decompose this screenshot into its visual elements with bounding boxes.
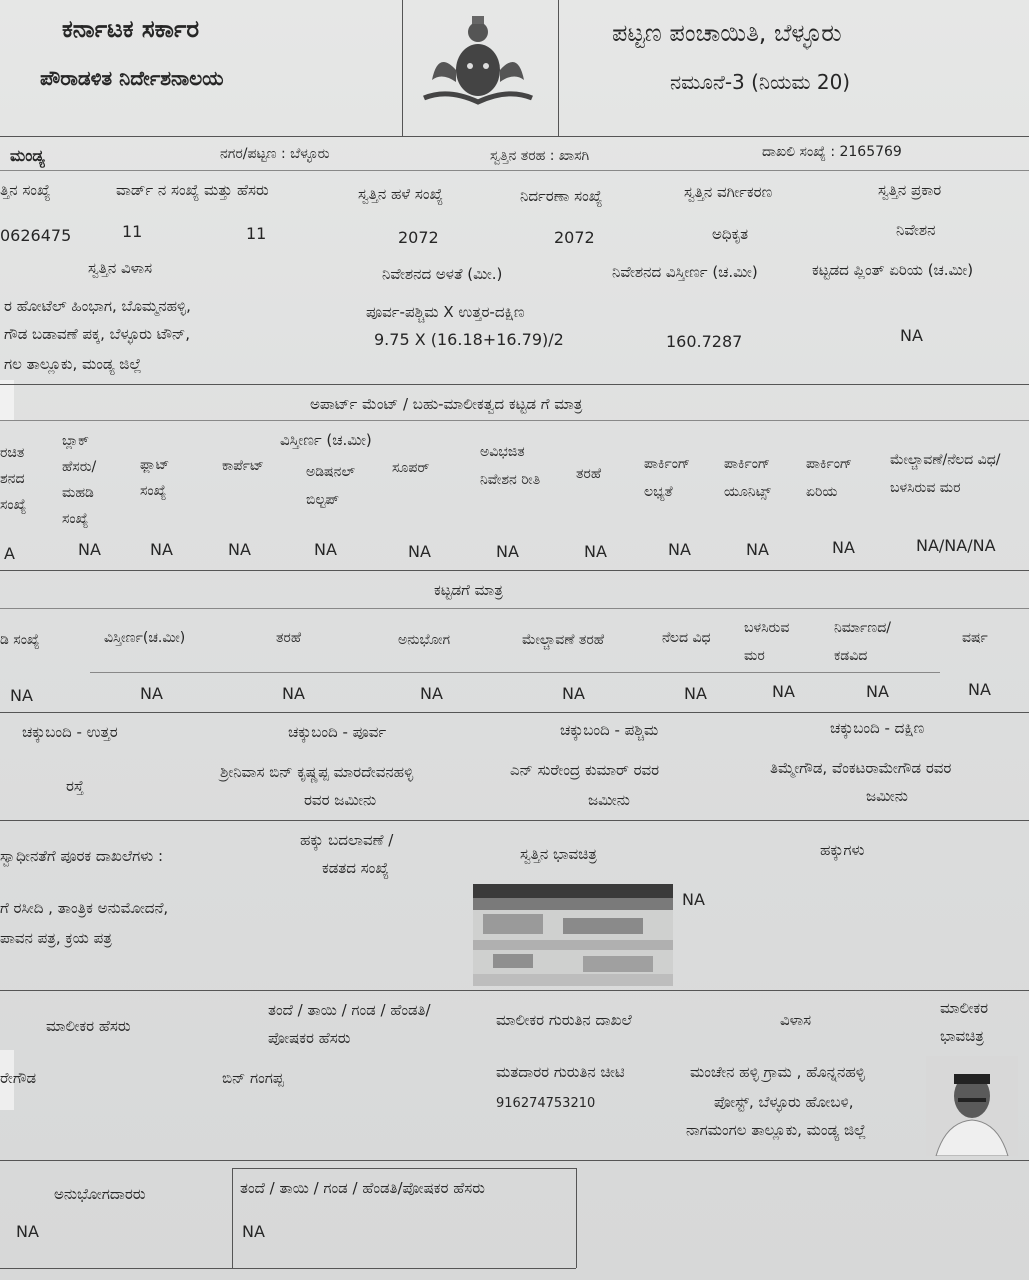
property-photo xyxy=(473,884,673,986)
apt-value: NA xyxy=(314,540,337,559)
property-no-value: 0626475 xyxy=(0,226,72,245)
transfer-label: ಹಕ್ಕು ಬದಲಾವಣೆ / xyxy=(300,831,394,849)
assessment-no-value: 2072 xyxy=(554,228,595,247)
bld-col-header: ಅನುಭೋಗ xyxy=(398,632,451,648)
divider xyxy=(0,570,1029,571)
address-line: ಗಲ ತಾಲ್ಲೂಕು, ಮಂಡ್ಯ ಜಿಲ್ಲೆ xyxy=(4,355,142,373)
old-property-no-value: 2072 xyxy=(398,228,439,247)
apt-value: NA xyxy=(584,542,607,561)
directorate-title: ಪೌರಾಡಳಿತ ನಿರ್ದೇಶನಾಲಯ xyxy=(40,66,224,90)
property-photo-label: ಸ್ವತ್ತಿನ ಭಾವಚಿತ್ರ xyxy=(520,845,597,863)
address-line: ರ ಹೋಟೆಲ್ ಹಿಂಭಾಗ, ಬೊಮ್ಮನಹಳ್ಳಿ, xyxy=(4,297,191,315)
boundary-south-value: ತಿಮ್ಮೇಗೌಡ, ವೆಂಕಟರಾಮೇಗೌಡ ರವರ xyxy=(770,759,952,777)
bld-col-header: ನೆಲದ ವಿಧ xyxy=(662,630,711,646)
apt-col-header: ಕಾರ್ಪೆಟ್ xyxy=(222,458,264,474)
divider xyxy=(576,1168,577,1268)
record-number: ದಾಖಲಿ ಸಂಖ್ಯೆ : 2165769 xyxy=(762,144,902,160)
bld-value: NA xyxy=(968,680,991,699)
apt-col-header: ರಚಿತ ಶನದ ಸಂಖ್ಯೆ xyxy=(0,445,27,513)
bld-col-header: ನಿರ್ಮಾಣದ/ ಕಡವಿದ xyxy=(834,620,891,664)
apt-col-header: ಪಾರ್ಕಿಂಗ್ ಏರಿಯ xyxy=(806,456,853,500)
bld-value: NA xyxy=(420,684,443,703)
site-dimension-label: ನಿವೇಶನದ ಅಳತೆ (ಮೀ.) xyxy=(382,265,503,283)
divider xyxy=(232,1168,576,1169)
boundary-north-label: ಚಕ್ಕುಬಂದಿ - ಉತ್ತರ xyxy=(22,723,118,741)
divider xyxy=(0,136,1029,137)
transfer-label: ಕಡತದ ಸಂಖ್ಯೆ xyxy=(322,859,389,877)
bld-col-header: ವರ್ಷ xyxy=(962,630,988,646)
document-item: ಪಾವನ ಪತ್ರ, ಕ್ರಯ ಪತ್ರ xyxy=(0,929,112,947)
apt-value: A xyxy=(4,544,15,563)
ward-label: ವಾರ್ಡ್ ನ ಸಂಖ್ಯೆ ಮತ್ತು ಹೆಸರು xyxy=(116,181,269,199)
site-area-label: ನಿವೇಶನದ ವಿಸ್ತೀರ್ಣ (ಚ.ಮೀ) xyxy=(612,263,758,281)
divider xyxy=(0,420,1029,421)
assessment-no-label: ನಿರ್ದರಣಾ ಸಂಖ್ಯೆ xyxy=(520,187,603,205)
bld-col-header: ತರಹೆ xyxy=(276,630,302,646)
divider xyxy=(0,712,1029,713)
apt-col-header: ಬ್ಲಾಕ್ ಹೆಸರು/ ಮಹಡಿ ಸಂಖ್ಯೆ xyxy=(62,433,97,527)
bld-value: NA xyxy=(282,684,305,703)
address-line: ಗೌಡ ಬಡಾವಣೆ ಪಕ್ಕ, ಬೆಳ್ಳೂರು ಟೌನ್, xyxy=(4,325,191,343)
apt-value: NA xyxy=(78,540,101,559)
divider xyxy=(0,608,1029,609)
plinth-area-label: ಕಟ್ಟಡದ ಪ್ಲಿಂತ್ ಏರಿಯ (ಚ.ಮೀ) xyxy=(812,261,974,279)
bld-col-header: ಡಿ ಸಂಖ್ಯೆ xyxy=(0,632,40,648)
owner-address-line: ಪೋಸ್ಟ್, ಬೆಳ್ಳೂರು ಹೋಬಳಿ, xyxy=(714,1093,854,1111)
apt-value: NA xyxy=(408,542,431,561)
apartment-section-title: ಅಪಾರ್ಟ್ ಮೆಂಟ್ / ಬಹು-ಮಾಲೀಕತ್ವದ ಕಟ್ಟಡ ಗೆ ಮಾತ್ರ xyxy=(310,395,583,413)
plinth-area-value: NA xyxy=(900,326,923,345)
bld-value: NA xyxy=(684,684,707,703)
apt-value: NA xyxy=(746,540,769,559)
divider xyxy=(90,672,940,673)
boundary-east-value: ಶ್ರೀನಿವಾಸ ಬಿನ್ ಕೃಷ್ಣಪ್ಪ ಮಾರದೇವನಹಳ್ಳಿ xyxy=(220,763,414,781)
divider xyxy=(0,170,1029,171)
boundary-south-label: ಚಕ್ಕುಬಂದಿ - ದಕ್ಷಿಣ xyxy=(830,719,925,737)
classification-value: ಅಧಿಕೃತ xyxy=(712,225,749,243)
header-divider xyxy=(558,0,559,136)
govt-title: ಕರ್ನಾಟಕ ಸರ್ಕಾರ xyxy=(62,15,200,43)
occupant-label: ಅನುಭೋಗದಾರರು xyxy=(54,1185,146,1203)
rights-label: ಹಕ್ಕುಗಳು xyxy=(820,841,865,859)
owner-id-number: 916274753210 xyxy=(496,1096,596,1111)
apt-value: NA xyxy=(150,540,173,559)
owner-photo xyxy=(926,1056,1018,1156)
property-kind-value: ನಿವೇಶನ xyxy=(896,221,936,239)
occupant-parent-label: ತಂದೆ / ತಾಯಿ / ಗಂಡ / ಹೆಂಡತಿ/ಪೋಷಕರ ಹೆಸರು xyxy=(240,1179,485,1197)
apt-value: NA xyxy=(228,540,251,559)
owner-name-label: ಮಾಲೀಕರ ಹೆಸರು xyxy=(46,1017,131,1035)
owner-parent-label: ತಂದೆ / ತಾಯಿ / ಗಂಡ / ಹೆಂಡತಿ/ಪೋಷಕರ ಹೆಸರು xyxy=(268,1001,431,1047)
panchayat-title: ಪಟ್ಟಣ ಪಂಚಾಯಿತಿ, ಬೆಳ್ಳೂರು xyxy=(612,19,842,47)
documents-title: ಸ್ವಾಧೀನತೆಗೆ ಪೂರಕ ದಾಖಲೆಗಳು : xyxy=(0,847,164,865)
apt-value: NA xyxy=(832,538,855,557)
bld-col-header: ಮೇಲ್ಚಾವಣೆ ತರಹೆ xyxy=(522,632,605,648)
apt-col-header: ಪಾರ್ಕಿಂಗ್ ಯೂನಿಟ್ಸ್ xyxy=(724,456,771,500)
bld-value: NA xyxy=(772,682,795,701)
karnataka-emblem-icon xyxy=(418,10,538,110)
apt-col-header: ಮೇಲ್ಚಾವಣೆ/ನೆಲದ ವಿಧ/ಬಳಸಿರುವ ಮರ xyxy=(890,452,1001,496)
classification-label: ಸ್ವತ್ತಿನ ವರ್ಗೀಕರಣ xyxy=(684,183,773,201)
area-group-label: ವಿಸ್ತೀರ್ಣ (ಚ.ಮೀ) xyxy=(280,431,372,449)
bld-value: NA xyxy=(140,684,163,703)
dimension-direction: ಪೂರ್ವ-ಪಶ್ಚಿಮ X ಉತ್ತರ-ದಕ್ಷಿಣ xyxy=(366,303,525,321)
apt-col-header: ಅವಿಭಜಿತ ನಿವೇಶನ ರೀತಿ xyxy=(480,444,541,488)
form-number: ನಮೂನೆ-3 (ನಿಯಮ 20) xyxy=(670,70,851,94)
owner-address-line: ಮಂಚೇನ ಹಳ್ಳಿ ಗ್ರಾಮ , ಹೊನ್ನನಹಳ್ಳಿ xyxy=(690,1063,865,1081)
property-kind-label: ಸ್ವತ್ತಿನ ಪ್ರಕಾರ xyxy=(878,181,942,199)
bld-value: NA xyxy=(562,684,585,703)
divider xyxy=(232,1168,233,1268)
boundary-south-value: ಜಮೀನು xyxy=(866,787,908,805)
property-no-label: ತ್ತಿನ ಸಂಖ್ಯೆ xyxy=(0,181,51,199)
old-property-no-label: ಸ್ವತ್ತಿನ ಹಳೆ ಸಂಖ್ಯೆ xyxy=(358,185,444,203)
owner-parent-name: ಬಿನ್ ಗಂಗಪ್ಪ xyxy=(222,1069,284,1087)
apt-value: NA xyxy=(668,540,691,559)
occupant-parent-value: NA xyxy=(242,1222,265,1241)
owner-address-label: ವಿಳಾಸ xyxy=(780,1011,812,1029)
boundary-east-value: ರವರ ಜಮೀನು xyxy=(304,791,377,809)
district-label: ಮಂಡ್ಯ xyxy=(10,146,45,165)
owner-address-line: ನಾಗಮಂಗಲ ತಾಲ್ಲೂಕು, ಮಂಡ್ಯ ಜಿಲ್ಲೆ xyxy=(686,1121,867,1139)
header-divider xyxy=(402,0,403,136)
divider xyxy=(0,990,1029,991)
owner-id-type: ಮತದಾರರ ಗುರುತಿನ ಚೀಟಿ xyxy=(496,1063,625,1081)
boundary-west-value: ಜಮೀನು xyxy=(588,791,630,809)
divider xyxy=(0,1268,576,1269)
property-type: ಸ್ವತ್ತಿನ ತರಹ : ಖಾಸಗಿ xyxy=(490,148,590,164)
boundary-north-value: ರಸ್ತೆ xyxy=(66,777,84,795)
apt-value: NA xyxy=(496,542,519,561)
ward-no-value: 11 xyxy=(122,222,143,241)
divider xyxy=(0,384,1029,385)
bld-col-header: ವಿಸ್ತೀರ್ಣ(ಚ.ಮೀ) xyxy=(104,630,186,646)
boundary-west-value: ಎನ್ ಸುರೇಂದ್ರ ಕುಮಾರ್ ರವರ xyxy=(510,761,660,779)
boundary-east-label: ಚಕ್ಕುಬಂದಿ - ಪೂರ್ವ xyxy=(288,723,387,741)
owner-photo-label: ಮಾಲೀಕರ ಭಾವಚಿತ್ರ xyxy=(940,999,989,1045)
bld-value: NA xyxy=(866,682,889,701)
apt-col-header: ತರಹೆ xyxy=(576,466,602,482)
tape-mark xyxy=(0,380,14,420)
divider xyxy=(0,820,1029,821)
apt-col-header: ಪಾರ್ಕಿಂಗ್ ಲಭ್ಯತೆ xyxy=(644,456,691,500)
owner-id-label: ಮಾಲೀಕರ ಗುರುತಿನ ದಾಖಲೆ xyxy=(496,1011,632,1029)
divider xyxy=(0,1160,1029,1161)
address-label: ಸ್ವತ್ತಿನ ವಿಳಾಸ xyxy=(88,259,153,277)
document-item: ಗೆ ರಸೀದಿ , ತಾಂತ್ರಿಕ ಅನುಮೋದನೆ, xyxy=(0,899,169,917)
site-area-value: 160.7287 xyxy=(666,332,743,351)
apt-col-header: ಅಡಿಷನಲ್ ಬಿಲ್ಟಪ್ xyxy=(306,464,355,508)
rights-value: NA xyxy=(682,890,705,909)
apt-col-header: ಫ್ಲಾಟ್ ಸಂಖ್ಯೆ xyxy=(140,457,170,499)
ward-name-value: 11 xyxy=(246,224,267,243)
apt-col-header: ಸೂಪರ್ xyxy=(392,460,430,476)
town-label: ನಗರ/ಪಟ್ಟಣ : ಬೆಳ್ಳೂರು xyxy=(220,146,330,162)
dimension-value: 9.75 X (16.18+16.79)/2 xyxy=(374,330,564,349)
bld-value: NA xyxy=(10,686,33,705)
apt-value: NA/NA/NA xyxy=(916,536,996,555)
boundary-west-label: ಚಕ್ಕುಬಂದಿ - ಪಶ್ಚಿಮ xyxy=(560,721,659,739)
bld-col-header: ಬಳಸಿರುವ ಮರ xyxy=(744,620,790,664)
occupant-value: NA xyxy=(16,1222,39,1241)
owner-name: ರೇಗೌಡ xyxy=(0,1069,37,1087)
building-section-title: ಕಟ್ಟಡಗೆ ಮಾತ್ರ xyxy=(434,581,503,599)
